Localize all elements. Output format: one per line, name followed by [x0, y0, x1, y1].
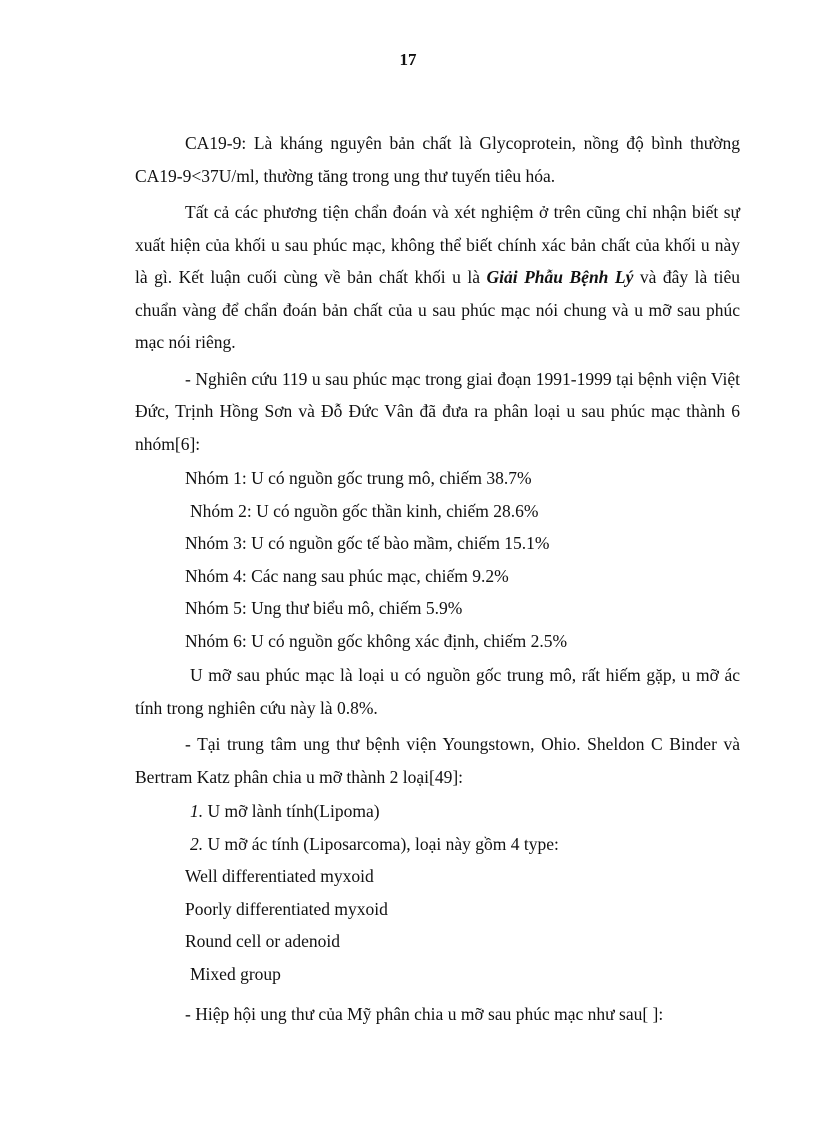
classification-item-1 — [190, 797, 740, 826]
list-item: Poorly differentiated myxoid — [185, 898, 388, 919]
group-list — [135, 464, 740, 655]
classification-number: 2. — [190, 833, 204, 854]
paragraph-diagnosis — [135, 196, 740, 359]
paragraph-ca199: CA19-9: Là kháng nguyên bản chất là Glycoprotein, nồng độ bình thường CA19-9<37U/ml, thường tăng trong ung thư tuyến tiêu hóa. — [135, 133, 740, 186]
list-item: Mixed group — [190, 963, 281, 984]
list-item: Round cell or adenoid — [185, 931, 341, 951]
diagnosis-text-a: Tất cả các phương tiện chẩn đoán và xét nghiệm ở trên cũng chỉ nhận biết sự xuất hiện của khối u sau phúc mạc, không thể biết chính xác bản chất của khối u này là gì. Kết luận cuối cùng về bản chất khối u là — [135, 202, 740, 287]
liposarcoma-type-list — [135, 862, 740, 988]
page-number: 17 — [399, 50, 417, 69]
classification-item-2 — [190, 830, 740, 859]
paragraph-study-youngstown: - Tại trung tâm ung thư bệnh viện Youngstown, Ohio. Sheldon C Binder và Bertram Katz phân chia u mỡ thành 2 loại[49]: — [135, 734, 740, 787]
classification-text: U mỡ ác tính (Liposarcoma), loại này gồm 4 type: — [203, 833, 559, 854]
classification-text: U mỡ lành tính(Lipoma) — [203, 801, 380, 821]
classification-number: 1. — [190, 801, 204, 821]
paragraph-study-viet-duc: - Nghiên cứu 119 u sau phúc mạc trong giai đoạn 1991-1999 tại bệnh viện Việt Đức, Trịnh Hồng Sơn và Đỗ Đức Vân đã đưa ra phân loại u sau phúc mạc thành 6 nhóm[6]: — [135, 368, 740, 454]
paragraph-lipoma-note: U mỡ sau phúc mạc là loại u có nguồn gốc trung mô, rất hiếm gặp, u mỡ ác tính trong nghiên cứu này là 0.8%. — [135, 665, 740, 718]
list-item: Nhóm 3: U có nguồn gốc tế bào mầm, chiếm 15.1% — [185, 533, 550, 553]
list-item: Well differentiated myxoid — [185, 866, 374, 886]
diagnosis-text-b: và đây là tiêu chuẩn vàng để chẩn đoán bản chất của u sau phúc mạc nói chung và u mỡ sau phúc mạc nói riêng. — [135, 267, 740, 352]
document-body — [135, 127, 740, 1035]
diagnosis-emphasis: Giải Phẫu Bệnh Lý — [486, 267, 634, 287]
paragraph-acs: - Hiệp hội ung thư của Mỹ phân chia u mỡ sau phúc mạc như sau[ ]: — [185, 1004, 664, 1024]
list-item: Nhóm 6: U có nguồn gốc không xác định, chiếm 2.5% — [185, 630, 568, 651]
list-item: Nhóm 4: Các nang sau phúc mạc, chiếm 9.2% — [185, 565, 509, 586]
list-item: Nhóm 5: Ung thư biểu mô, chiếm 5.9% — [185, 598, 463, 618]
list-item: Nhóm 1: U có nguồn gốc trung mô, chiếm 38.7% — [185, 468, 532, 488]
list-item: Nhóm 2: U có nguồn gốc thần kinh, chiếm 28.6% — [190, 500, 539, 521]
